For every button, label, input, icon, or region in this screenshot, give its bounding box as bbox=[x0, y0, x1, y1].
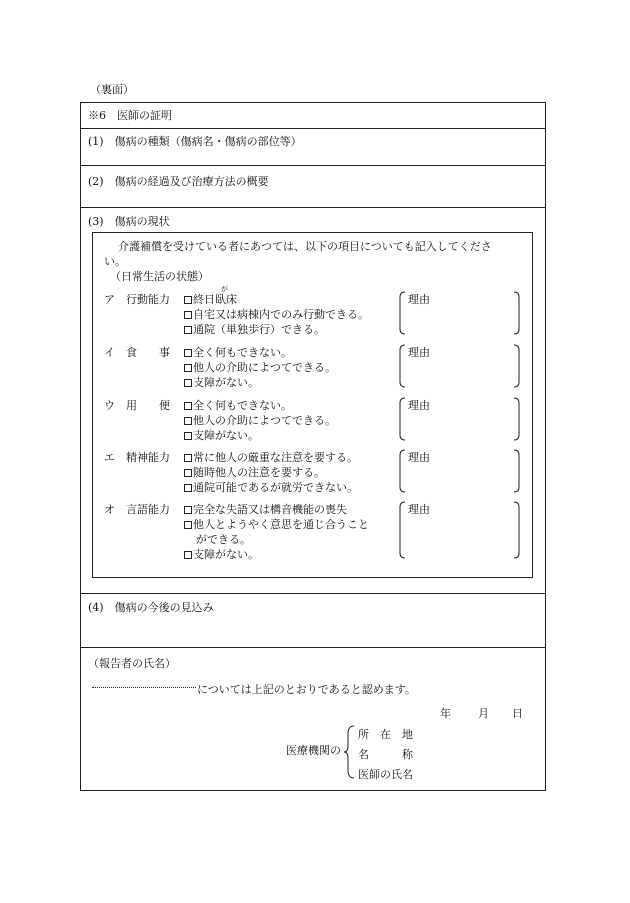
option-text: 通院可能であるが就労できない。 bbox=[193, 481, 358, 494]
instruction-text: 介護補償を受けている者にあつては、以下の項目についても記入してくださ bbox=[118, 240, 492, 253]
reason-open-bracket-icon bbox=[398, 344, 406, 388]
section-title-doctor-certificate: ※6 医師の証明 bbox=[88, 109, 172, 122]
option-mental-2[interactable] bbox=[184, 467, 325, 478]
divider bbox=[80, 593, 546, 594]
option-mobility-1[interactable] bbox=[184, 294, 237, 305]
option-eating-1[interactable] bbox=[184, 347, 292, 358]
checkbox-icon[interactable] bbox=[184, 432, 192, 440]
option-text: 支障がない。 bbox=[193, 429, 259, 442]
option-speech-2[interactable] bbox=[184, 519, 369, 530]
option-mobility-2[interactable] bbox=[184, 309, 369, 320]
divider bbox=[80, 128, 546, 129]
checkbox-icon[interactable] bbox=[184, 417, 192, 425]
page-side-label: （裏面） bbox=[90, 83, 134, 96]
checkbox-icon[interactable] bbox=[184, 402, 192, 410]
checkbox-icon[interactable] bbox=[184, 469, 192, 477]
option-mobility-3[interactable] bbox=[184, 324, 325, 335]
reason-input-speech[interactable] bbox=[406, 502, 510, 558]
institution-brace-icon bbox=[344, 724, 356, 780]
option-text: 通院（単独歩行）できる。 bbox=[193, 323, 325, 336]
option-toileting-1[interactable] bbox=[184, 400, 292, 411]
instruction-text-continued: い。 bbox=[104, 255, 126, 268]
option-toileting-3[interactable] bbox=[184, 430, 259, 441]
reason-close-bracket-icon bbox=[513, 501, 521, 559]
reason-close-bracket-icon bbox=[513, 449, 521, 493]
option-text: 常に他人の厳重な注意を要する。 bbox=[193, 451, 358, 464]
checkbox-icon[interactable] bbox=[184, 551, 192, 559]
reason-close-bracket-icon bbox=[513, 344, 521, 388]
daily-life-title: （日常生活の状態） bbox=[110, 270, 209, 283]
option-speech-3[interactable] bbox=[184, 549, 259, 560]
option-eating-3[interactable] bbox=[184, 377, 259, 388]
date-year-label: 年 bbox=[440, 707, 451, 720]
reporter-label: （報告者の氏名） bbox=[88, 657, 176, 670]
item-label-mobility: ア 行動能力 bbox=[104, 293, 170, 306]
institution-label: 医療機関の bbox=[286, 744, 341, 757]
item-label-speech: オ 言語能力 bbox=[104, 503, 170, 516]
reason-close-bracket-icon bbox=[513, 291, 521, 335]
reason-input-mobility[interactable] bbox=[406, 292, 510, 334]
reason-input-eating[interactable] bbox=[406, 345, 510, 387]
checkbox-icon[interactable] bbox=[184, 521, 192, 529]
item-label-eating: イ 食 事 bbox=[104, 346, 170, 359]
divider bbox=[80, 647, 546, 648]
option-speech-1[interactable] bbox=[184, 504, 347, 515]
item-label-toileting: ウ 用 便 bbox=[104, 399, 170, 412]
reason-label: 理由 bbox=[408, 293, 430, 306]
reason-open-bracket-icon bbox=[398, 397, 406, 441]
option-text: 自宅又は病棟内でのみ行動できる。 bbox=[193, 308, 369, 321]
reason-input-toileting[interactable] bbox=[406, 398, 510, 440]
option-text: 終日臥床 bbox=[193, 293, 237, 306]
date-month-label: 月 bbox=[478, 707, 489, 720]
reason-label: 理由 bbox=[408, 503, 430, 516]
institution-name-label: 名 称 bbox=[358, 748, 413, 761]
reason-open-bracket-icon bbox=[398, 501, 406, 559]
option-continuation: ができる。 bbox=[196, 533, 251, 546]
checkbox-icon[interactable] bbox=[184, 326, 192, 334]
checkbox-icon[interactable] bbox=[184, 379, 192, 387]
reason-label: 理由 bbox=[408, 399, 430, 412]
divider bbox=[80, 165, 546, 166]
option-mental-3[interactable] bbox=[184, 482, 358, 493]
option-text: 他人の介助によつてできる。 bbox=[193, 414, 336, 427]
option-text: 他人とようやく意思を通じ合うこと bbox=[193, 518, 369, 531]
option-text: 支障がない。 bbox=[193, 548, 259, 561]
option-text: 支障がない。 bbox=[193, 376, 259, 389]
divider bbox=[80, 207, 546, 208]
checkbox-icon[interactable] bbox=[184, 311, 192, 319]
reason-open-bracket-icon bbox=[398, 291, 406, 335]
option-text: 完全な失語又は構音機能の喪失 bbox=[193, 503, 347, 516]
option-text: 随時他人の注意を要する。 bbox=[193, 466, 325, 479]
certification-text: については上記のとおりであると認めます。 bbox=[197, 683, 416, 696]
reason-label: 理由 bbox=[408, 451, 430, 464]
section-1-heading: (1) 傷病の種類（傷病名・傷病の部位等） bbox=[88, 135, 302, 148]
checkbox-icon[interactable] bbox=[184, 454, 192, 462]
reporter-name-field[interactable] bbox=[92, 687, 196, 688]
section-2-heading: (2) 傷病の経過及び治療方法の概要 bbox=[88, 175, 269, 188]
reason-open-bracket-icon bbox=[398, 449, 406, 493]
reason-input-mental[interactable] bbox=[406, 450, 510, 492]
date-day-label: 日 bbox=[512, 707, 523, 720]
option-text: 全く何もできない。 bbox=[193, 399, 292, 412]
checkbox-icon[interactable] bbox=[184, 484, 192, 492]
doctor-name-label: 医師の氏名 bbox=[358, 768, 413, 781]
checkbox-icon[interactable] bbox=[184, 364, 192, 372]
reason-label: 理由 bbox=[408, 346, 430, 359]
checkbox-icon[interactable] bbox=[184, 296, 192, 304]
checkbox-icon[interactable] bbox=[184, 506, 192, 514]
institution-address-label: 所 在 地 bbox=[358, 728, 413, 741]
option-eating-2[interactable] bbox=[184, 362, 336, 373]
option-mental-1[interactable] bbox=[184, 452, 358, 463]
option-toileting-2[interactable] bbox=[184, 415, 336, 426]
option-text: 他人の介助によつてできる。 bbox=[193, 361, 336, 374]
item-label-mental: エ 精神能力 bbox=[104, 451, 170, 464]
option-text: 全く何もできない。 bbox=[193, 346, 292, 359]
reason-close-bracket-icon bbox=[513, 397, 521, 441]
section-3-heading: (3) 傷病の現状 bbox=[88, 215, 170, 228]
checkbox-icon[interactable] bbox=[184, 349, 192, 357]
section-4-heading: (4) 傷病の今後の見込み bbox=[88, 601, 214, 614]
ruby-annotation: が bbox=[221, 285, 228, 293]
